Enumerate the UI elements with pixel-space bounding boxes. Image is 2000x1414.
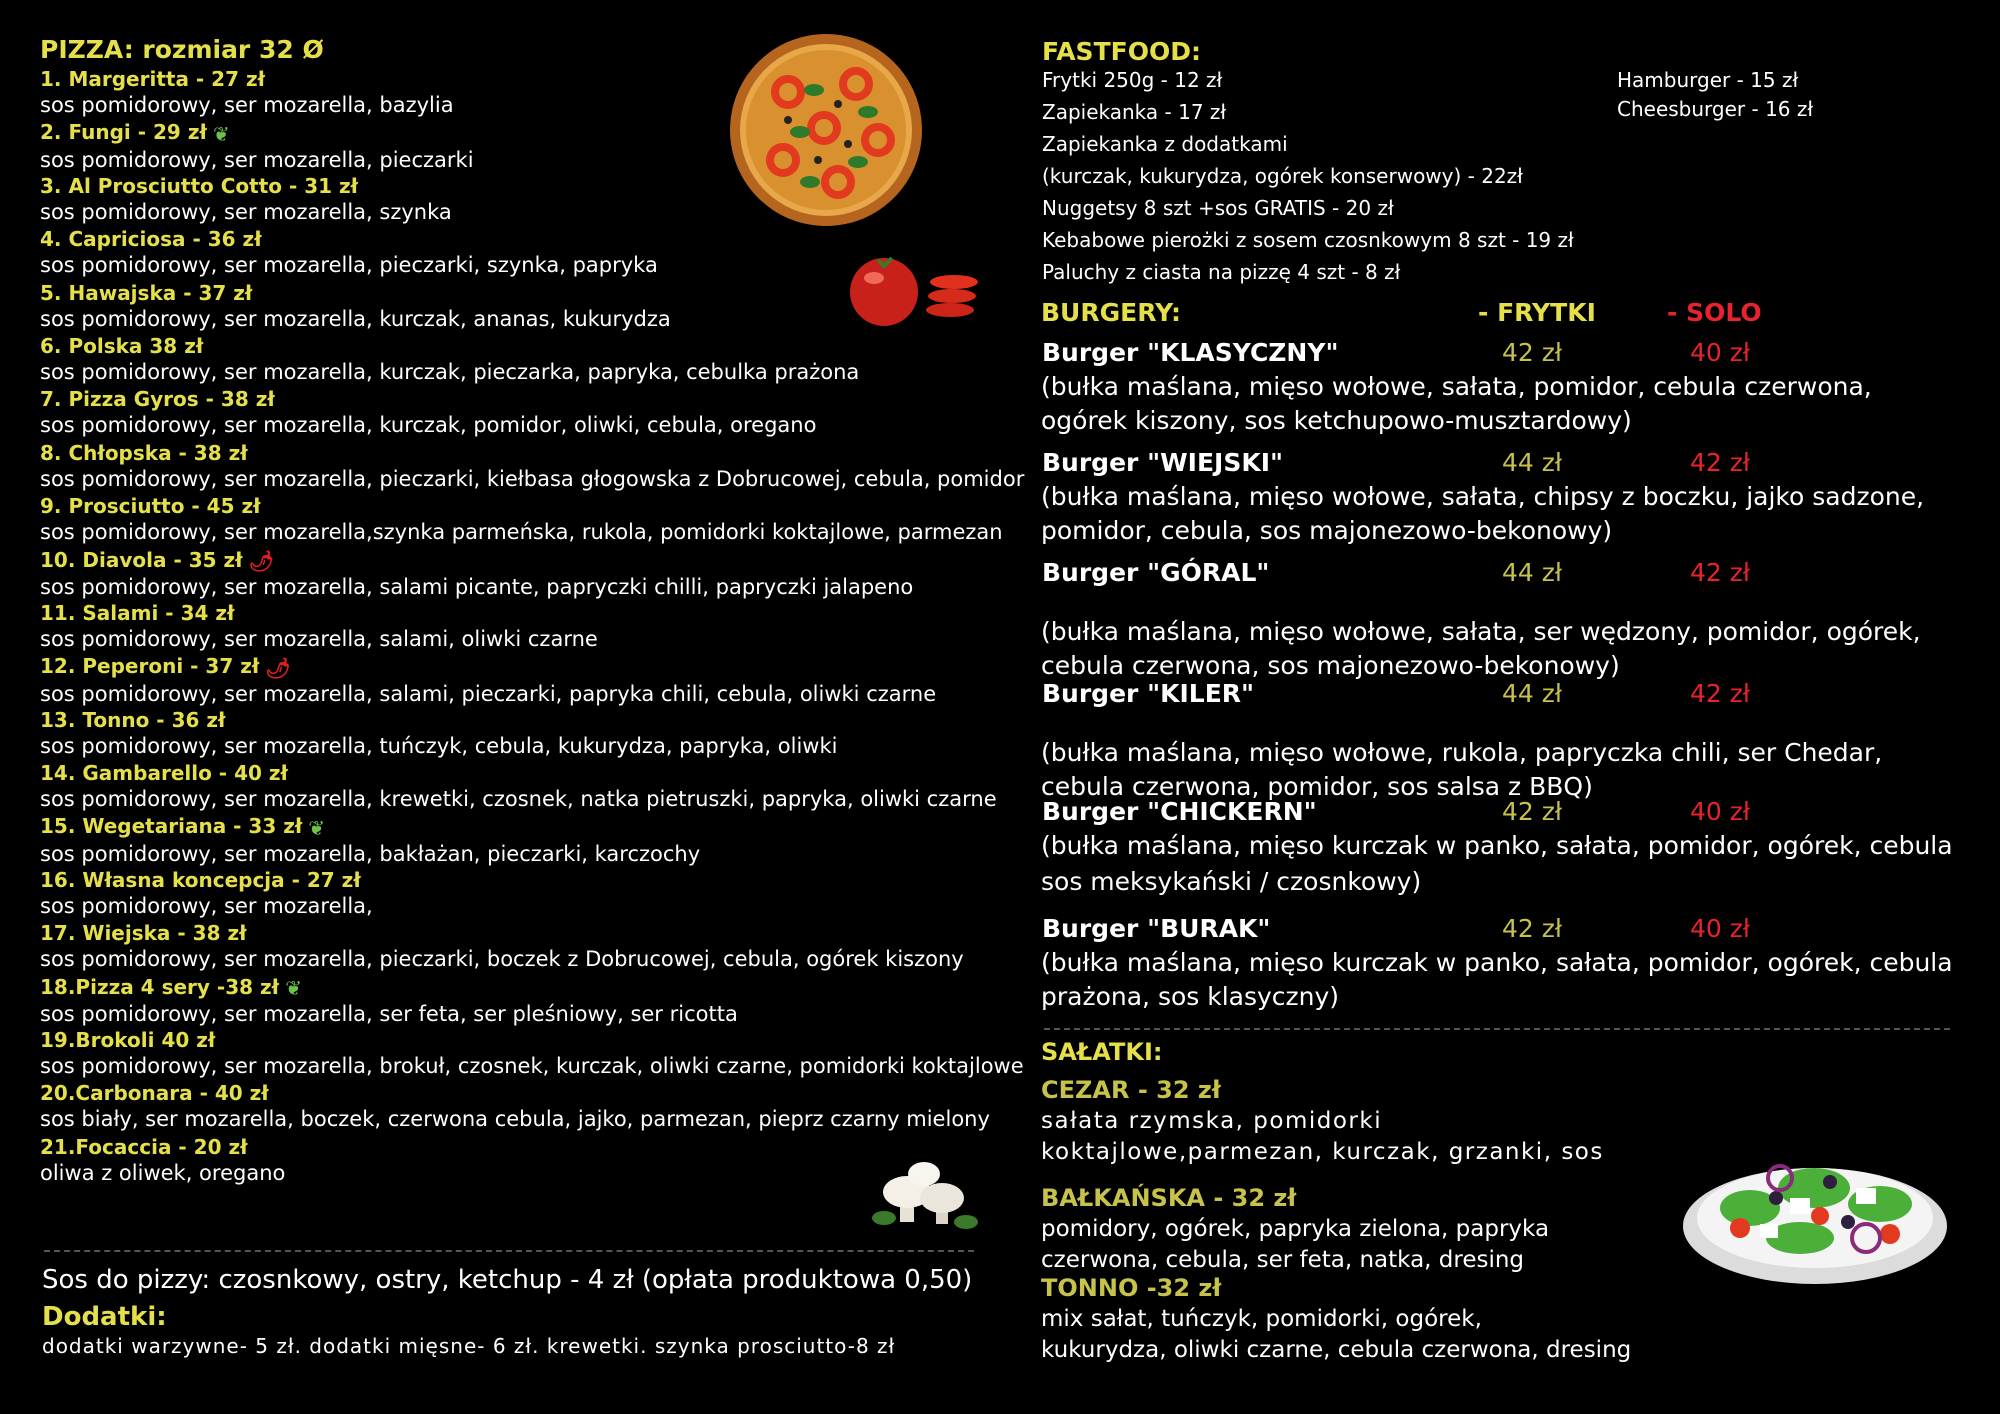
fastfood-item: Zapiekanka z dodatkami <box>1042 132 1288 156</box>
pizza-item-name <box>40 440 1020 466</box>
pizza-item-name <box>40 760 1020 786</box>
salad-name: CEZAR - 32 zł <box>1041 1076 1221 1104</box>
salad-image <box>1680 1138 1950 1288</box>
pizza-item-name <box>40 707 1020 733</box>
burger-desc: ogórek kiszony, sos ketchupowo-musztardowy) <box>1041 406 1632 435</box>
leaf-icon: ❦ <box>212 121 230 146</box>
pizza-item-desc: oliwa z oliwek, oregano <box>40 1160 286 1185</box>
pizza-item <box>40 386 1020 439</box>
burgers-col-fries: - FRYTKI <box>1478 298 1596 327</box>
burger-desc: (bułka maślana, mięso wołowe, sałata, ser wędzony, pomidor, ogórek, <box>1041 617 1921 646</box>
extras-title: Dodatki: <box>42 1302 167 1332</box>
pizza-item-name <box>40 920 1020 946</box>
burger-name: Burger "BURAK" <box>1042 914 1271 943</box>
fastfood-item: Hamburger - 15 zł <box>1617 68 1799 92</box>
burger-price-fries: 44 zł <box>1502 448 1562 477</box>
burger-price-solo: 40 zł <box>1690 914 1750 943</box>
pizza-item-name <box>40 1027 1020 1053</box>
fastfood-item: (kurczak, kukurydza, ogórek konserwowy) - 22zł <box>1042 164 1523 188</box>
burger-price-fries: 44 zł <box>1502 679 1562 708</box>
extras-info: dodatki warzywne- 5 zł. dodatki mięsne- 6 zł. krewetki. szynka prosciutto-8 zł <box>42 1334 896 1358</box>
burger-name: Burger "WIEJSKI" <box>1042 448 1284 477</box>
pizza-item-desc: sos pomidorowy, ser mozarella, kurczak, pomidor, oliwki, cebula, oregano <box>40 413 817 438</box>
pizza-item <box>40 1027 1024 1080</box>
salad-desc: koktajlowe,parmezan, kurczak, grzanki, sos <box>1041 1139 1604 1165</box>
chili-icon: 🌶 <box>248 549 274 574</box>
pizza-item <box>40 600 1020 653</box>
pizza-name-text: 20.Carbonara - 40 zł <box>40 1081 269 1106</box>
salad-desc: czerwona, cebula, ser feta, natka, dresing <box>1041 1247 1525 1273</box>
burgers-title: BURGERY: <box>1041 298 1182 327</box>
pizza-name-text: 17. Wiejska - 38 zł <box>40 921 247 946</box>
pizza-item-name <box>40 974 1020 1002</box>
burger-desc: (bułka maślana, mięso wołowe, rukola, papryczka chili, ser Chedar, <box>1041 738 1883 767</box>
pizza-item <box>40 813 1020 866</box>
pizza-item <box>40 867 1020 920</box>
pizza-item-desc: sos pomidorowy, ser mozarella, pieczarki, boczek z Dobrucowej, cebula, ogórek kiszony <box>40 947 964 972</box>
pizza-name-text: 2. Fungi - 29 zł <box>40 120 207 145</box>
sauce-info: Sos do pizzy: czosnkowy, ostry, ketchup - 4 zł (opłata produktowa 0,50) <box>42 1265 973 1295</box>
pizza-title: PIZZA: rozmiar 32 Ø <box>40 35 324 64</box>
pizza-item <box>40 760 1020 813</box>
pizza-name-text: 11. Salami - 34 zł <box>40 600 235 625</box>
fastfood-list-right <box>1617 66 1813 124</box>
salad-desc: sałata rzymska, pomidorki <box>1041 1108 1383 1134</box>
pizza-item <box>40 333 1020 386</box>
burger-desc: sos meksykański / czosnkowy) <box>1041 867 1422 896</box>
pizza-name-text: 1. Margeritta - 27 zł <box>40 67 266 91</box>
pizza-name-text: 5. Hawajska - 37 zł <box>40 280 253 305</box>
pizza-item-desc: sos pomidorowy, ser mozarella, pieczarki <box>40 147 474 172</box>
salads-title: SAŁATKI: <box>1041 1038 1163 1066</box>
pizza-name-text: 4. Capriciosa - 36 zł <box>40 227 262 252</box>
pizza-item-name <box>40 867 1020 893</box>
pizza-item-name <box>40 813 1020 841</box>
pizza-name-text: 3. Al Prosciutto Cotto - 31 zł <box>40 173 359 198</box>
tomato-image <box>848 252 980 328</box>
fastfood-item: Frytki 250g - 12 zł <box>1042 68 1223 92</box>
pizza-name-text: 6. Polska 38 zł <box>40 333 204 358</box>
pizza-item <box>40 1080 1020 1133</box>
pizza-item-desc: sos pomidorowy, ser mozarella, ser feta, ser pleśniowy, ser ricotta <box>40 1002 738 1027</box>
burger-desc: (bułka maślana, mięso kurczak w panko, sałata, pomidor, ogórek, cebula <box>1041 948 1953 977</box>
pizza-item-desc: sos pomidorowy, ser mozarella, krewetki, czosnek, natka pietruszki, papryka, oliwki czarne <box>40 787 997 812</box>
pizza-item <box>40 493 1020 546</box>
pizza-item-desc: sos pomidorowy, ser mozarella, brokuł, czosnek, kurczak, oliwki czarne, pomidorki koktajlowe <box>40 1054 1024 1079</box>
salad-name: BAŁKAŃSKA - 32 zł <box>1041 1184 1297 1212</box>
mushroom-image <box>870 1154 982 1234</box>
pizza-name-text: 21.Focaccia - 20 zł <box>40 1134 248 1159</box>
burger-desc: (bułka maślana, mięso wołowe, sałata, chipsy z boczku, jajko sadzone, <box>1041 482 1925 511</box>
pizza-item <box>40 707 1020 760</box>
fastfood-item: Zapiekanka - 17 zł <box>1042 100 1227 124</box>
pizza-item-name <box>40 600 1020 626</box>
pizza-name-text: 16. Własna koncepcja - 27 zł <box>40 867 361 892</box>
pizza-item-desc: sos pomidorowy, ser mozarella, kurczak, ananas, kukurydza <box>40 306 671 331</box>
burgers-divider <box>1044 1028 1950 1030</box>
pizza-item-desc: sos pomidorowy, ser mozarella, <box>40 893 373 918</box>
burger-price-solo: 40 zł <box>1690 338 1750 367</box>
burger-price-fries: 44 zł <box>1502 558 1562 587</box>
pizza-item <box>40 653 1020 706</box>
burger-desc: (bułka maślana, mięso kurczak w panko, sałata, pomidor, ogórek, cebula <box>1041 831 1953 860</box>
burger-price-solo: 42 zł <box>1690 558 1750 587</box>
chili-icon: 🌶 <box>265 655 291 680</box>
pizza-item-name <box>40 386 1020 412</box>
pizza-divider <box>44 1250 974 1252</box>
pizza-name-text: 12. Peperoni - 37 zł <box>40 654 260 679</box>
burger-price-solo: 42 zł <box>1690 448 1750 477</box>
pizza-item-name <box>40 1080 1020 1106</box>
pizza-item <box>40 547 1020 600</box>
pizza-item <box>40 440 1025 493</box>
pizza-name-text: 9. Prosciutto - 45 zł <box>40 494 261 519</box>
pizza-item-desc: sos pomidorowy, ser mozarella, bazylia <box>40 93 454 117</box>
burger-name: Burger "GÓRAL" <box>1042 558 1270 587</box>
pizza-name-text: 18.Pizza 4 sery -38 zł <box>40 974 280 999</box>
pizza-name-text: 13. Tonno - 36 zł <box>40 707 226 732</box>
pizza-item <box>40 974 1020 1027</box>
salad-desc: kukurydza, oliwki czarne, cebula czerwona, dresing <box>1041 1337 1632 1363</box>
burger-price-solo: 42 zł <box>1690 679 1750 708</box>
pizza-list <box>40 66 1025 1187</box>
pizza-name-text: 10. Diavola - 35 zł <box>40 547 243 572</box>
pizza-item-desc: sos pomidorowy, ser mozarella, salami picante, papryczki chilli, papryczki jalapeno <box>40 575 914 600</box>
fastfood-item: Nuggetsy 8 szt +sos GRATIS - 20 zł <box>1042 196 1394 220</box>
burger-price-fries: 42 zł <box>1502 914 1562 943</box>
pizza-item-name <box>40 493 1020 519</box>
salad-name: TONNO -32 zł <box>1041 1274 1222 1302</box>
salad-desc: mix sałat, tuńczyk, pomidorki, ogórek, <box>1041 1306 1482 1332</box>
leaf-icon: ❦ <box>308 815 326 840</box>
fastfood-item: Kebabowe pierożki z sosem czosnkowym 8 szt - 19 zł <box>1042 228 1574 252</box>
pizza-name-text: 19.Brokoli 40 zł <box>40 1028 216 1053</box>
pizza-item-desc: sos biały, ser mozarella, boczek, czerwona cebula, jajko, parmezan, pieprz czarny mielony <box>40 1107 990 1132</box>
fastfood-list <box>1042 64 1574 288</box>
fastfood-item: Cheesburger - 16 zł <box>1617 97 1814 121</box>
pizza-item-desc: sos pomidorowy, ser mozarella, salami, oliwki czarne <box>40 626 598 651</box>
pizza-item-desc: sos pomidorowy, ser mozarella, tuńczyk, cebula, kukurydza, papryka, oliwki <box>40 733 838 758</box>
pizza-item <box>40 920 1020 973</box>
burger-name: Burger "CHICKERN" <box>1042 797 1317 826</box>
burger-price-fries: 42 zł <box>1502 338 1562 367</box>
burger-desc: cebula czerwona, sos majonezowo-bekonowy) <box>1041 651 1620 680</box>
fastfood-title: FASTFOOD: <box>1042 37 1201 66</box>
pizza-item-name <box>40 547 1020 575</box>
pizza-item-name <box>40 653 1020 681</box>
pizza-item-desc: sos pomidorowy, ser mozarella, pieczarki, kiełbasa głogowska z Dobrucowej, cebula, pomidor <box>40 466 1025 491</box>
pizza-item-desc: sos pomidorowy, ser mozarella, bakłażan, pieczarki, karczochy <box>40 841 701 866</box>
burgers-col-solo: - SOLO <box>1667 298 1762 327</box>
pizza-item-desc: sos pomidorowy, ser mozarella,szynka parmeńska, rukola, pomidorki koktajlowe, parmezan <box>40 520 1003 545</box>
pizza-name-text: 15. Wegetariana - 33 zł <box>40 814 303 839</box>
salad-desc: pomidory, ogórek, papryka zielona, papryka <box>1041 1216 1550 1242</box>
burger-desc: pomidor, cebula, sos majonezowo-bekonowy) <box>1041 516 1613 545</box>
burger-name: Burger "KLASYCZNY" <box>1042 338 1339 367</box>
burger-desc: prażona, sos klasyczny) <box>1041 982 1340 1011</box>
burger-price-solo: 40 zł <box>1690 797 1750 826</box>
pizza-item-name <box>40 226 1020 252</box>
burger-desc: (bułka maślana, mięso wołowe, sałata, pomidor, cebula czerwona, <box>1041 372 1872 401</box>
burger-price-fries: 42 zł <box>1502 797 1562 826</box>
pizza-item-desc: sos pomidorowy, ser mozarella, szynka <box>40 199 452 224</box>
pizza-name-text: 14. Gambarello - 40 zł <box>40 761 288 786</box>
burger-name: Burger "KILER" <box>1042 679 1255 708</box>
pizza-name-text: 7. Pizza Gyros - 38 zł <box>40 387 275 412</box>
pizza-image <box>728 32 924 228</box>
fastfood-item: Paluchy z ciasta na pizzę 4 szt - 8 zł <box>1042 260 1401 284</box>
pizza-item-name <box>40 333 1020 359</box>
pizza-item-desc: sos pomidorowy, ser mozarella, salami, pieczarki, papryka chili, cebula, oliwki czarne <box>40 681 937 706</box>
burger-desc: cebula czerwona, pomidor, sos salsa z BBQ) <box>1041 772 1593 801</box>
pizza-item-desc: sos pomidorowy, ser mozarella, kurczak, pieczarka, papryka, cebulka prażona <box>40 359 860 384</box>
pizza-item-desc: sos pomidorowy, ser mozarella, pieczarki, szynka, papryka <box>40 253 658 278</box>
leaf-icon: ❦ <box>285 976 302 1001</box>
pizza-name-text: 8. Chłopska - 38 zł <box>40 440 248 465</box>
